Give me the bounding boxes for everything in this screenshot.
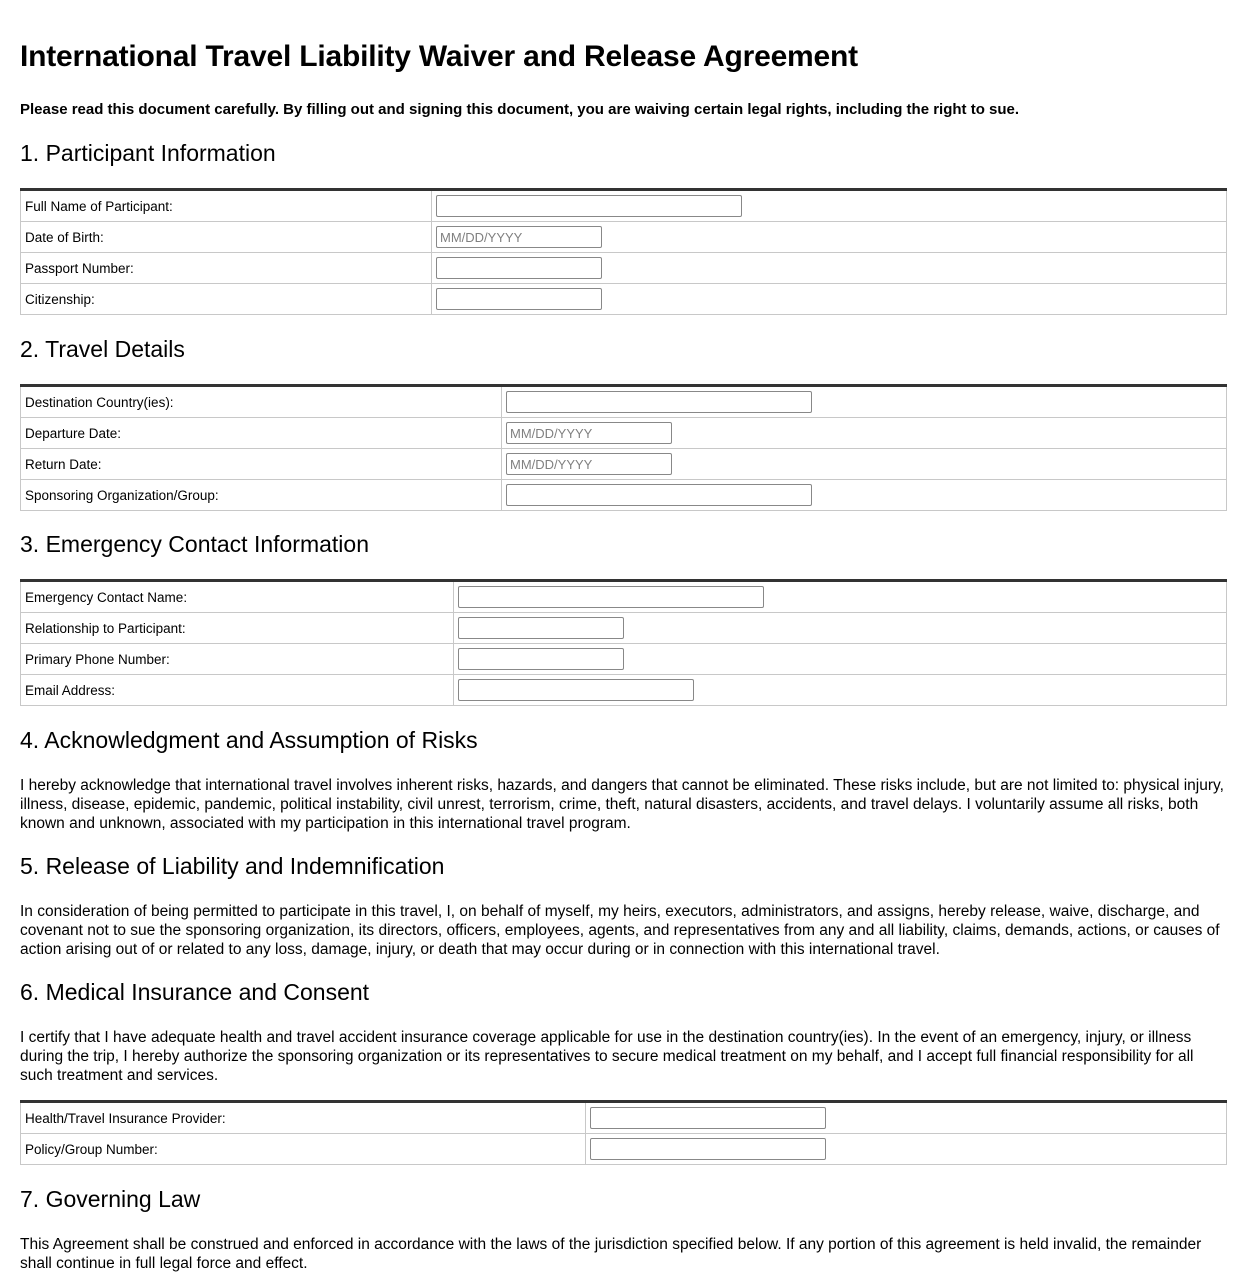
full-name-input[interactable]	[436, 195, 742, 217]
table-row	[21, 1134, 1227, 1165]
section-heading-governing-law: 7. Governing Law	[20, 1186, 201, 1212]
field-label: Return Date:	[21, 449, 502, 480]
table-row	[21, 480, 1227, 511]
date-of-birth-input[interactable]	[436, 226, 602, 248]
policy-number-input[interactable]	[590, 1138, 826, 1160]
return-date-input[interactable]	[506, 453, 672, 475]
section-heading-release: 5. Release of Liability and Indemnification	[20, 853, 445, 879]
insurance-provider-input[interactable]	[590, 1107, 826, 1129]
table-row	[21, 675, 1227, 706]
document-title: International Travel Liability Waiver and Release Agreement	[20, 40, 858, 73]
relationship-input[interactable]	[458, 617, 624, 639]
section-heading-participant: 1. Participant Information	[20, 140, 276, 166]
field-label: Sponsoring Organization/Group:	[21, 480, 502, 511]
destination-countries-input[interactable]	[506, 391, 812, 413]
table-row	[21, 253, 1227, 284]
field-label: Departure Date:	[21, 418, 502, 449]
release-paragraph: In consideration of being permitted to participate in this travel, I, on behalf of myself, my heirs, executors, administrators, and assigns, hereby release, waive, discharge, and covenant not to sue the sponsoring organization, its directors, officers, employees, agents, and representatives from any and all liability, claims, demands, actions, or causes of action arising out of or related to any loss, damage, injury, or death that may occur during or in connection with this international travel.	[20, 903, 1220, 958]
medical-paragraph: I certify that I have adequate health and travel accident insurance coverage applicable for use in the destination country(ies). In the event of an emergency, injury, or illness during the trip, I hereby authorize the sponsoring organization or its representatives to secure medical treatment on my behalf, and I accept full financial responsibility for all such treatment and services.	[20, 1029, 1194, 1084]
passport-number-input[interactable]	[436, 257, 602, 279]
field-label: Emergency Contact Name:	[21, 581, 454, 613]
table-row	[21, 449, 1227, 480]
legal-notice: Please read this document carefully. By filling out and signing this document, you are waiving certain legal rights, including the right to sue.	[20, 101, 1020, 118]
email-address-input[interactable]	[458, 679, 694, 701]
table-row	[21, 613, 1227, 644]
field-label: Policy/Group Number:	[21, 1134, 586, 1165]
table-row	[21, 418, 1227, 449]
travel-details-table	[20, 384, 1227, 511]
risks-paragraph: I hereby acknowledge that international travel involves inherent risks, hazards, and dangers that cannot be eliminated. These risks include, but are not limited to: physical injury, illness, disease, epidemic, pandemic, political instability, civil unrest, terrorism, crime, theft, natural disasters, accidents, and travel delays. I voluntarily assume all risks, both known and unknown, associated with my participation in this international travel program.	[20, 777, 1224, 832]
field-label: Email Address:	[21, 675, 454, 706]
primary-phone-input[interactable]	[458, 648, 624, 670]
table-row	[21, 1102, 1227, 1134]
table-row	[21, 386, 1227, 418]
field-label: Primary Phone Number:	[21, 644, 454, 675]
field-label: Date of Birth:	[21, 222, 432, 253]
table-row	[21, 284, 1227, 315]
table-row	[21, 222, 1227, 253]
section-heading-risks: 4. Acknowledgment and Assumption of Risks	[20, 727, 478, 753]
field-label: Relationship to Participant:	[21, 613, 454, 644]
emergency-contact-table	[20, 579, 1227, 706]
sponsoring-organization-input[interactable]	[506, 484, 812, 506]
section-heading-medical: 6. Medical Insurance and Consent	[20, 979, 370, 1005]
field-label: Destination Country(ies):	[21, 386, 502, 418]
departure-date-input[interactable]	[506, 422, 672, 444]
governing-law-paragraph: This Agreement shall be construed and enforced in accordance with the laws of the jurisdiction specified below. If any portion of this agreement is held invalid, the remainder shall continue in full legal force and effect.	[20, 1236, 1202, 1272]
table-row	[21, 644, 1227, 675]
field-label: Full Name of Participant:	[21, 190, 432, 222]
insurance-table	[20, 1100, 1227, 1165]
table-row	[21, 581, 1227, 613]
field-label: Health/Travel Insurance Provider:	[21, 1102, 586, 1134]
field-label: Passport Number:	[21, 253, 432, 284]
section-heading-emergency-contact: 3. Emergency Contact Information	[20, 531, 369, 557]
citizenship-input[interactable]	[436, 288, 602, 310]
emergency-contact-name-input[interactable]	[458, 586, 764, 608]
table-row	[21, 190, 1227, 222]
field-label: Citizenship:	[21, 284, 432, 315]
section-heading-travel: 2. Travel Details	[20, 336, 185, 362]
participant-info-table	[20, 188, 1227, 315]
